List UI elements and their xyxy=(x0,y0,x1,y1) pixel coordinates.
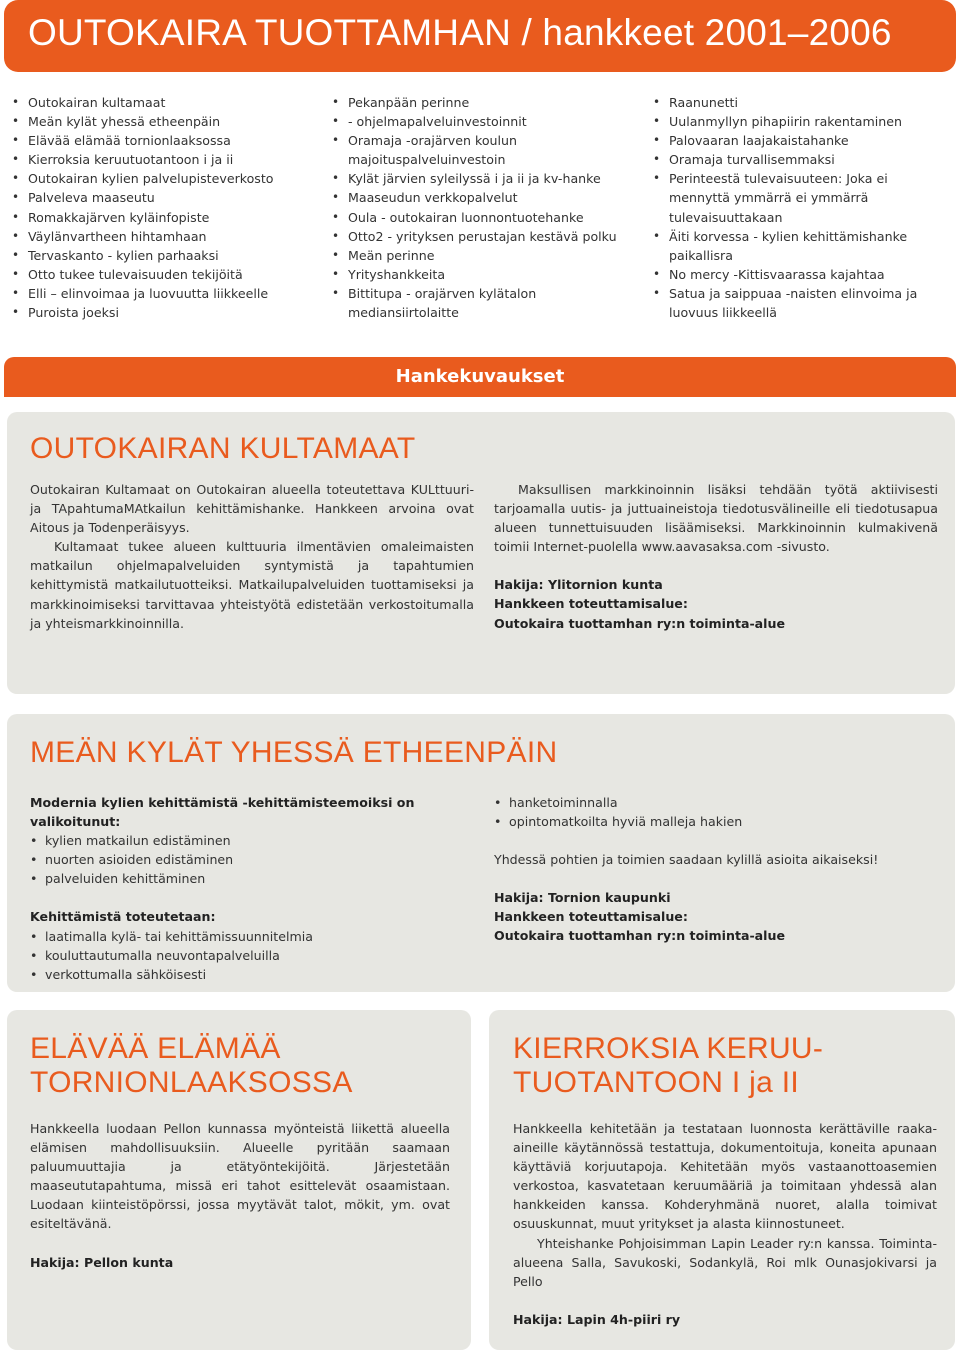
list-item: • Satua ja saippuaa -naisten elinvoima ja luovuus liikkeellä xyxy=(653,284,919,322)
project-list-3 xyxy=(653,93,953,322)
card-meankylat xyxy=(7,714,955,992)
card-title xyxy=(513,1032,823,1100)
area-label: Hankkeen toteuttamisalue: xyxy=(494,596,688,612)
list-item: • No mercy -Kittisvaarassa kajahtaa xyxy=(653,265,953,284)
list-item: • Palovaaran laajakaistahanke xyxy=(653,131,953,150)
list-item: • hanketoiminnalla xyxy=(494,793,938,812)
card-kierroksia xyxy=(489,1010,955,1350)
page-header xyxy=(4,0,956,72)
list-item: • Bittitupa - orajärven kylätalon mediansiirtolaitte xyxy=(332,284,558,322)
list-item: • Väylänvartheen hihtamhaan xyxy=(12,227,274,246)
card-text-left xyxy=(30,480,474,633)
list-item: • Otto2 - yrityksen perustajan kestävä polku xyxy=(332,227,632,246)
project-list-2 xyxy=(332,93,632,322)
list-item: • Meän kylät yhessä etheenpäin xyxy=(12,112,274,131)
list-item: • Tervaskanto - kylien parhaaksi xyxy=(12,246,274,265)
list-item-continuation: - ohjelmapalveluinvestoinnit xyxy=(348,114,527,130)
method-list xyxy=(30,927,480,984)
applicant: Hakija: Pellon kunta xyxy=(30,1254,174,1270)
section-band xyxy=(4,357,956,397)
paragraph: Hankkeella kehitetään ja testataan luonnosta kerättäville raaka-aineille käytännössä testattuja, dokumentoituja, koneita apunaan käyttäviä korjuutapoja. Kehitetään myös vastaanottoasemien verkostoa, kasvatetaan keruumääriä ja toimitaan yhdessä alan hankkeiden kanssa. Kohderyhmänä nuoret, alalla toimivat osuuskunnat, muut yritykset ja alasta kiinnostuneet. xyxy=(513,1121,937,1232)
area: Outokaira tuottamhan ry:n toiminta-alue xyxy=(494,615,786,631)
list-item: • Yrityshankkeita xyxy=(332,265,632,284)
project-list-1 xyxy=(12,93,274,322)
card-title: OUTOKAIRAN KULTAMAAT xyxy=(30,432,416,465)
list-item: • nuorten asioiden edistäminen xyxy=(30,850,480,869)
card-text-right xyxy=(494,793,938,946)
list-item xyxy=(332,112,632,131)
card-text-left xyxy=(30,793,480,984)
list-item: • opintomatkoilta hyviä malleja hakien xyxy=(494,812,938,831)
list-item: • Kierroksia keruutuotantoon i ja ii xyxy=(12,150,274,169)
card-title xyxy=(30,1032,353,1100)
list-item: • Kylät järvien syleilyssä i ja ii ja kv-hanke xyxy=(332,169,632,188)
card-text-right xyxy=(494,480,938,633)
section-title: Hankekuvaukset xyxy=(395,366,565,387)
paragraph: Outokairan Kultamaat on Outokairan alueella toteutettava KULttuuri-ja TApahtumaMAtkailun kehittämishanke. Hankkeen arvoina ovat Aitous ja Todenperäisyys. xyxy=(30,482,474,536)
theme-list-continued xyxy=(494,793,938,831)
list-item: • laatimalla kylä- tai kehittämissuunnitelmia xyxy=(30,927,480,946)
list-item: • Raanunetti xyxy=(653,93,953,112)
area-label: Hankkeen toteuttamisalue: xyxy=(494,909,688,925)
list-item: • Maaseudun verkkopalvelut xyxy=(332,188,632,207)
list-item: • palveluiden kehittäminen xyxy=(30,869,480,888)
applicant: Hakija: Lapin 4h-piiri ry xyxy=(513,1311,681,1327)
card-title-line: ELÄVÄÄ ELÄMÄÄ xyxy=(30,1032,281,1065)
paragraph: Kehittämistä toteutetaan: xyxy=(30,909,216,925)
list-item: • Pekanpään perinne xyxy=(332,93,632,112)
paragraph: Kultamaat tukee alueen kulttuuria ilmentävien omaleimaisten matkailun ohjelmapalveluiden syntymistä ja tapahtumien kehittymistä matkailutuotteiksi. Matkailupalveluiden tuottamiseksi ja markkinoimiseksi tarvittavaa yhteistyötä edistetään verkostoitumalla ja yhteismarkkinoinnilla. xyxy=(30,539,474,631)
list-item: • Puroista joeksi xyxy=(12,303,274,322)
applicant: Hakija: Tornion kaupunki xyxy=(494,890,671,906)
card-elavaa xyxy=(7,1010,471,1350)
card-text xyxy=(30,1119,450,1272)
theme-list xyxy=(30,831,480,888)
card-title-line: TUOTANTOON I ja II xyxy=(513,1066,799,1099)
card-kultamaat xyxy=(7,412,955,694)
list-item: • Oula - outokairan luonnontuotehanke xyxy=(332,208,632,227)
paragraph: Hankkeella luodaan Pellon kunnassa myönteistä liikettä alueella elämisen mahdollisuuksiin. Alueelle pyritään saamaan paluumuuttajia ja etätyöntekijöitä. Järjestetään maaseututapahtuma, missä eri tahot esittelevät osaamistaan. Luodaan kiinteistöpörssi, jossa myytävät talot, mökit, ym. ovat esiteltävänä. xyxy=(30,1121,450,1232)
list-item: • Elli – elinvoimaa ja luovuutta liikkeelle xyxy=(12,284,274,303)
list-item: • Elävää elämää tornionlaaksossa xyxy=(12,131,274,150)
list-item: • Oramaja -orajärven koulun majoituspalveluinvestoin xyxy=(332,131,538,169)
list-item: • Oramaja turvallisemmaksi xyxy=(653,150,953,169)
list-item: • Otto tukee tulevaisuuden tekijöitä xyxy=(12,265,274,284)
list-item: • kylien matkailun edistäminen xyxy=(30,831,480,850)
paragraph: Maksullisen markkinoinnin lisäksi tehdään työtä aktiivisesti tarjoamalla uutis- ja juttuaineistoja tiedotusvälineille eli tiedotusapua alueen tunnettuisuuden lisäämiseksi. Markkinoinnin kulmakivenä toimii Internet-puolella www.aavasaksa.com -sivusto. xyxy=(494,482,938,555)
list-item: • Uulanmyllyn pihapiirin rakentaminen xyxy=(653,112,953,131)
list-item: • Outokairan kylien palvelupisteverkosto xyxy=(12,169,274,188)
list-item: • Perinteestä tulevaisuuteen: Joka ei mennyttä ymmärrä ei ymmärrä tulevaisuuttakaan xyxy=(653,169,905,226)
page-title: OUTOKAIRA TUOTTAMHAN / hankkeet 2001–2006 xyxy=(28,12,892,53)
paragraph: Modernia kylien kehittämistä -kehittämisteemoiksi on valikoitunut: xyxy=(30,795,415,830)
card-title-line: KIERROKSIA KERUU- xyxy=(513,1032,824,1065)
card-title-line: TORNIONLAAKSOSSA xyxy=(30,1066,353,1099)
list-item: • kouluttautumalla neuvontapalveluilla xyxy=(30,946,480,965)
applicant: Hakija: Ylitornion kunta xyxy=(494,577,663,593)
area: Outokaira tuottamhan ry:n toiminta-alue xyxy=(494,928,786,944)
paragraph: Yhteishanke Pohjoisimman Lapin Leader ry:n kanssa. Toiminta-alueena Salla, Savukoski, Sodankylä, Roi mlk Ounasjokivarsi ja Pello xyxy=(513,1235,937,1289)
list-item: • Palveleva maaseutu xyxy=(12,188,274,207)
list-item: • verkottumalla sähköisesti xyxy=(30,965,480,984)
card-title: MEÄN KYLÄT YHESSÄ ETHEENPÄIN xyxy=(30,736,558,769)
card-text xyxy=(513,1119,937,1329)
list-item: • Outokairan kultamaat xyxy=(12,93,274,112)
list-item: • Äiti korvessa - kylien kehittämishanke paikallisra xyxy=(653,227,919,265)
list-item: • Meän perinne xyxy=(332,246,632,265)
list-item: • Romakkajärven kyläinfopiste xyxy=(12,208,274,227)
paragraph: Yhdessä pohtien ja toimien saadaan kylillä asioita aikaiseksi! xyxy=(494,852,879,868)
